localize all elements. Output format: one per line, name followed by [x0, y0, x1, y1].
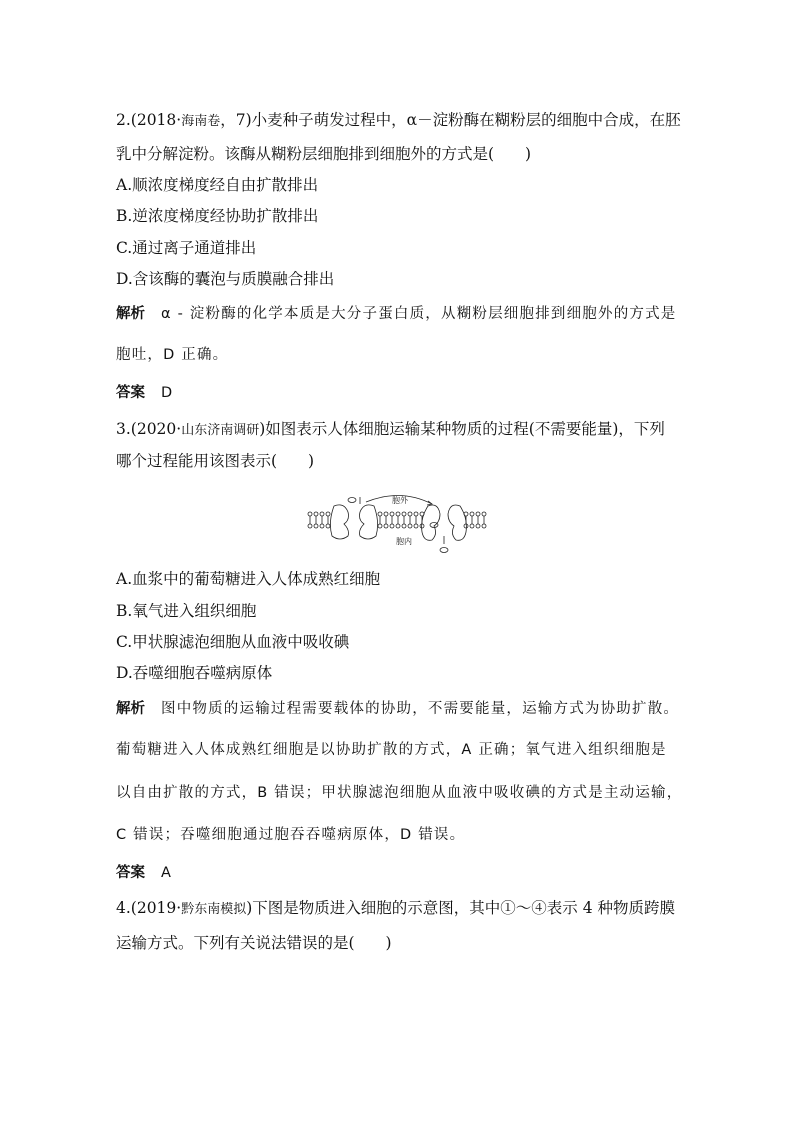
figure-label-outside: 胞外 — [392, 496, 408, 505]
lipid-bilayer-middle — [378, 512, 424, 528]
q3-stem-line2: 哪个过程能用该图表示( ) — [116, 452, 315, 470]
q2-answer-value: D — [161, 385, 174, 401]
carrier-protein-left — [330, 505, 377, 539]
q3-stem-line1: 3.(2020·山东济南调研)如图表示人体细胞运输某种物质的过程(不需要能量)，下列 — [116, 420, 665, 438]
q4-source: 黔东南模拟 — [181, 902, 247, 917]
solute-molecule-outside — [348, 498, 356, 503]
q3-answer-label: 答案 — [116, 865, 145, 881]
q2-option-d: D.含该酶的囊泡与质膜融合排出 — [116, 270, 335, 288]
q2-stem-line2: 乳中分解淀粉。该酶从糊粉层细胞排到细胞外的方式是( ) — [116, 145, 532, 163]
q3-analysis-label: 解析 — [116, 701, 145, 717]
q3-source: 山东济南调研 — [181, 423, 260, 438]
q2-option-c: C.通过离子通道排出 — [116, 239, 257, 257]
q2-answer — [116, 382, 173, 403]
q3-option-a: A.血浆中的葡萄糖进入人体成熟红细胞 — [116, 570, 381, 588]
q3-answer-value: A — [161, 865, 173, 881]
carrier-protein-right — [422, 505, 467, 540]
q2-analysis-line1: 解析 α - 淀粉酶的化学本质是大分子蛋白质，从糊粉层细胞排到细胞外的方式是 — [116, 306, 677, 322]
lipid-bilayer-left — [308, 512, 330, 528]
q2-analysis-line2: 胞吐，D 正确。 — [116, 347, 229, 363]
q3-option-c: C.甲状腺滤泡细胞从血液中吸收碘 — [116, 633, 350, 651]
q3-analysis-line4: C 错误；吞噬细胞通过胞吞吞噬病原体，D 错误。 — [116, 827, 466, 843]
q2-answer-label: 答案 — [116, 385, 145, 401]
q2-source: 海南卷 — [181, 114, 221, 129]
membrane-transport-figure — [304, 492, 494, 556]
q3-option-d: D.吞噬细胞吞噬病原体 — [116, 664, 273, 682]
q3-analysis-line1: 解析 图中物质的运输过程需要载体的协助，不需要能量，运输方式为协助扩散。 — [116, 701, 680, 717]
q2-stem-line1: 2.(2018·海南卷，7)小麦种子萌发过程中，α－淀粉酶在糊粉层的细胞中合成，在胚 — [116, 111, 681, 129]
q3-analysis-line3: 以自由扩散的方式，B 错误；甲状腺滤泡细胞从血液中吸收碘的方式是主动运输， — [116, 785, 683, 801]
q4-stem-line2: 运输方式。下列有关说法错误的是( ) — [116, 934, 392, 952]
solute-molecule-inside — [440, 548, 448, 553]
q2-option-a: A.顺浓度梯度经自由扩散排出 — [116, 176, 319, 194]
q2-option-b: B.逆浓度梯度经协助扩散排出 — [116, 207, 319, 225]
q4-stem-line1: 4.(2019·黔东南模拟)下图是物质进入细胞的示意图，其中①～④表示 4 种物质跨膜 — [116, 899, 675, 917]
q3-analysis-line2: 葡萄糖进入人体成熟红细胞是以协助扩散的方式，A 正确；氧气进入组织细胞是 — [116, 742, 667, 758]
q2-analysis-label: 解析 — [116, 306, 145, 322]
q3-answer — [116, 862, 172, 883]
q3-option-b: B.氧气进入组织细胞 — [116, 602, 257, 620]
figure-label-inside: 胞内 — [396, 537, 412, 546]
lipid-bilayer-right — [464, 512, 486, 528]
